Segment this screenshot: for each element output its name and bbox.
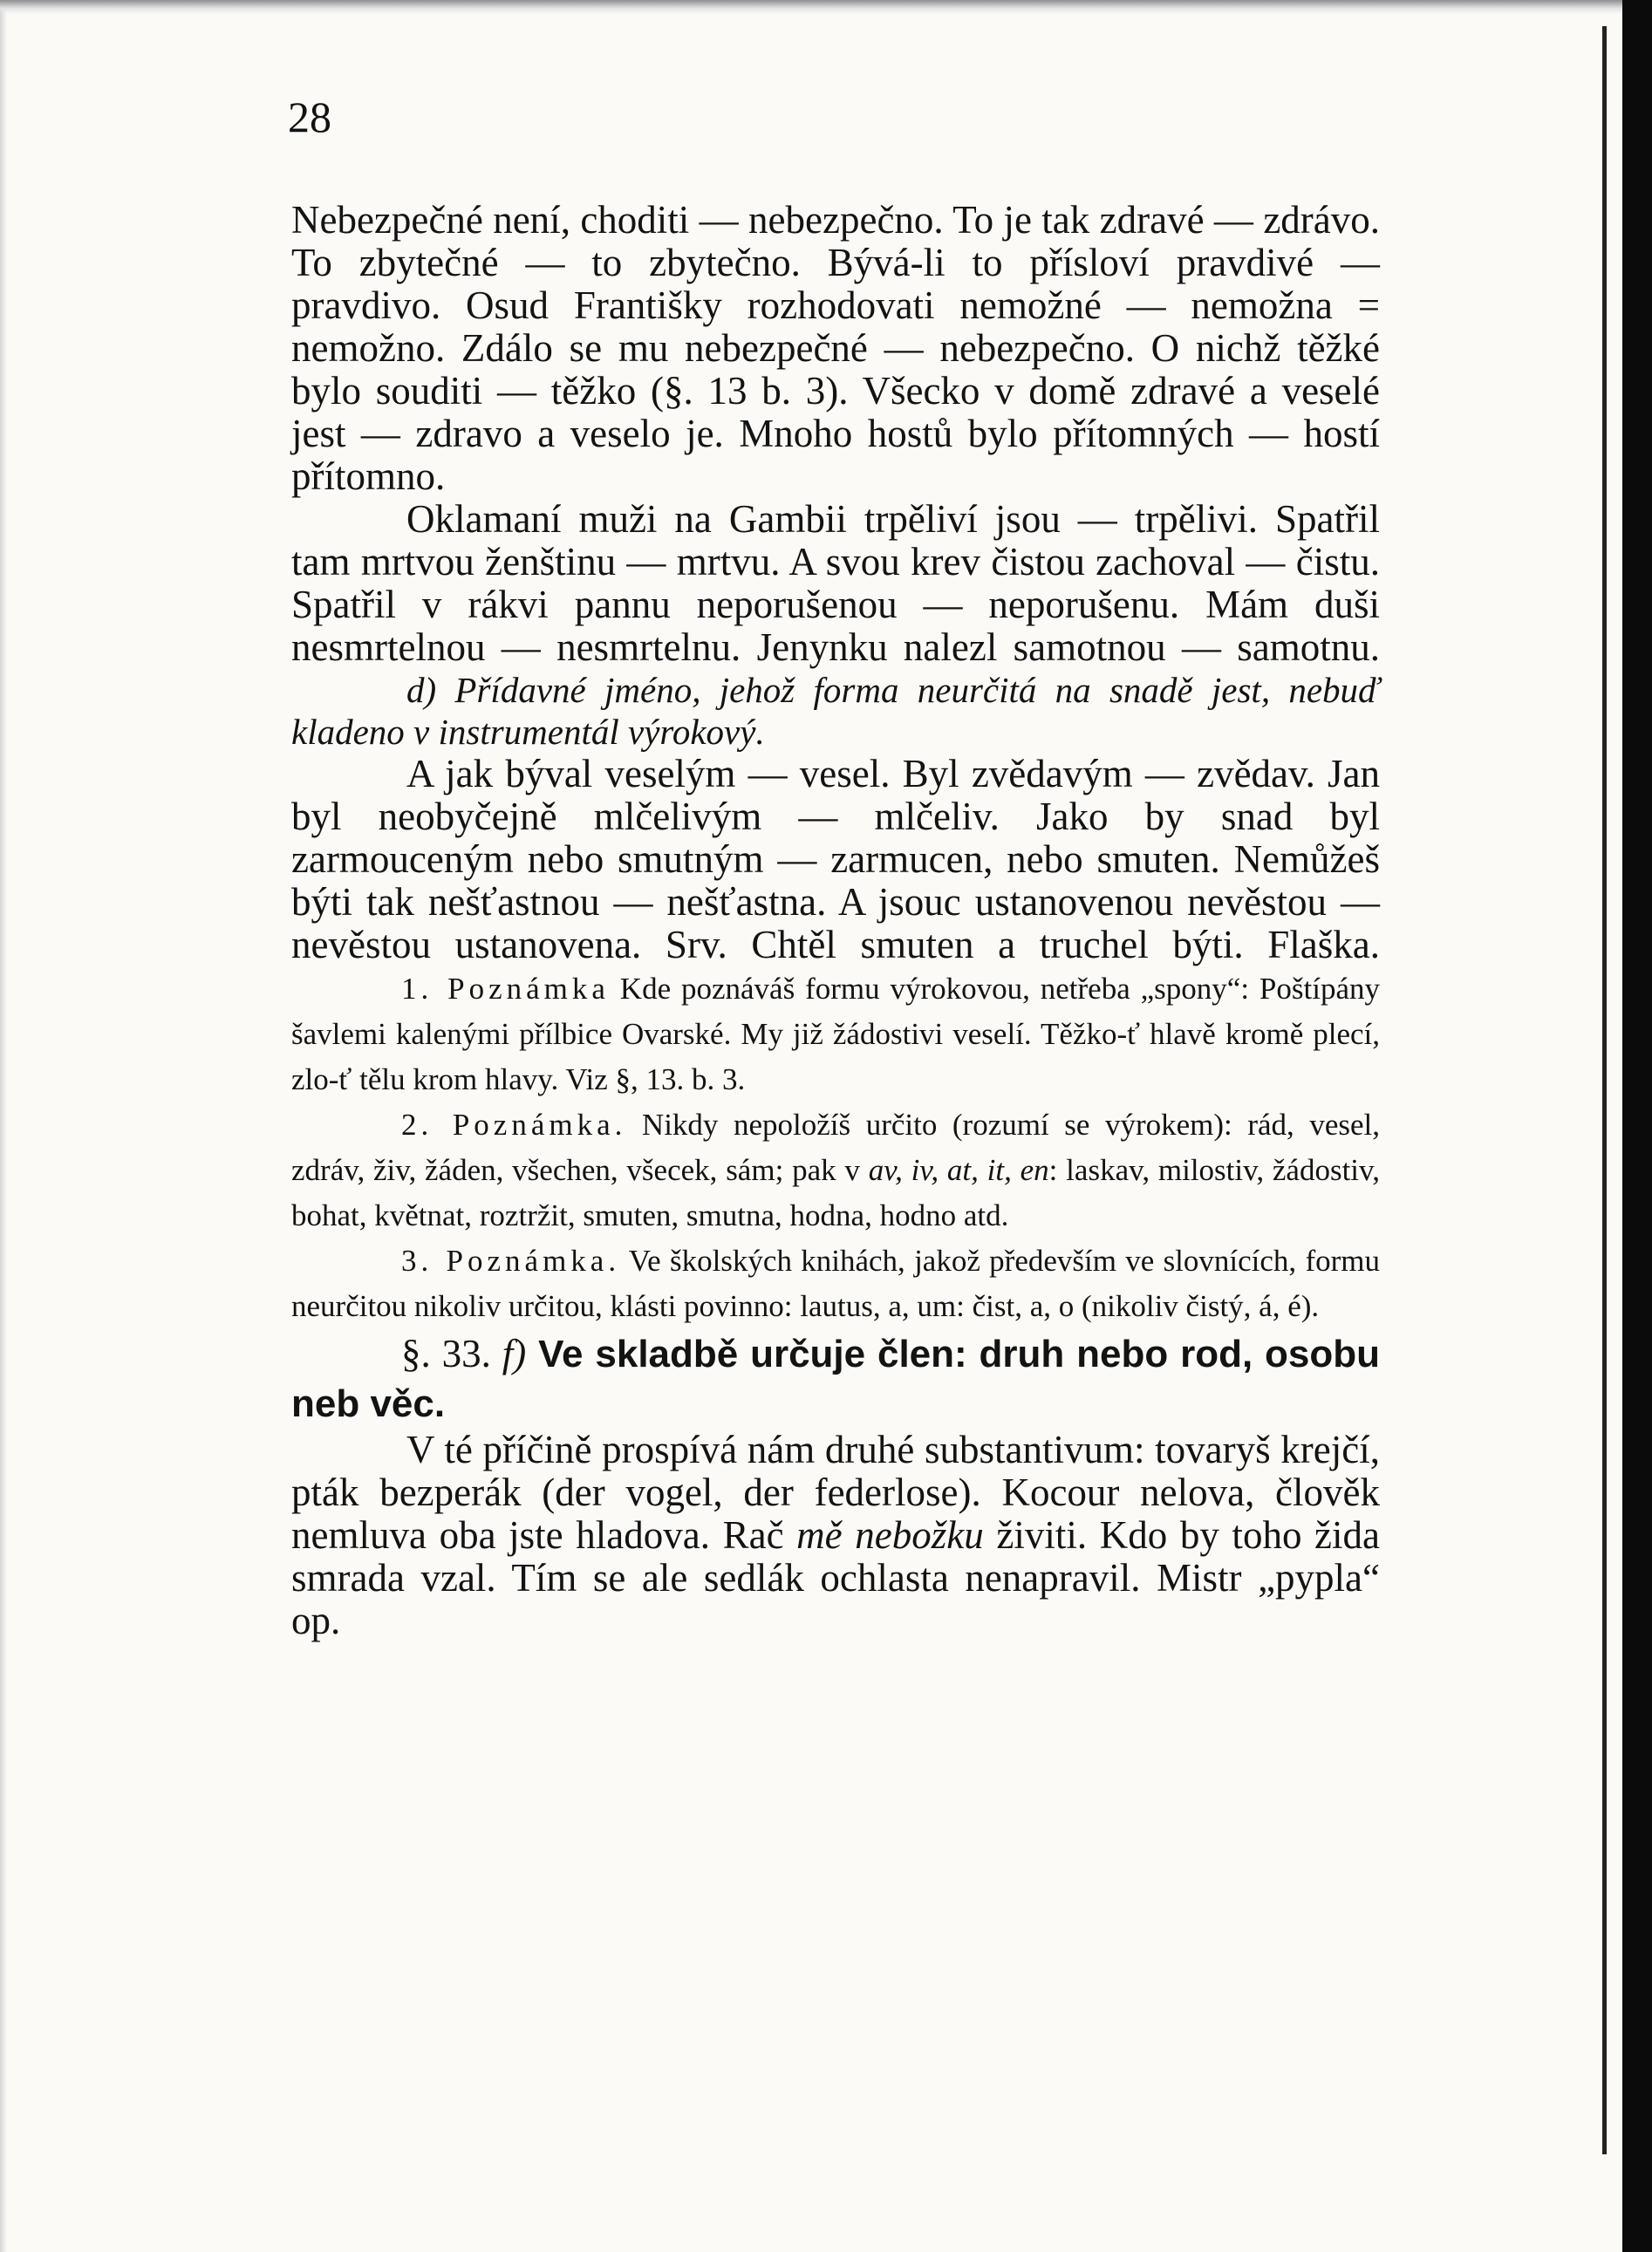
section-33-title: Ve skladbě určuje člen: druh nebo rod, osobu neb věc. bbox=[291, 1333, 1381, 1425]
section-33-number: §. 33. bbox=[401, 1332, 491, 1375]
section-33-letter: f) bbox=[502, 1332, 527, 1375]
note-2 bbox=[291, 1102, 1380, 1239]
rule-heading-d: d) Přídavné jméno, jehož forma neurčitá na snadě jest, nebuď kladeno v instrumentál výrokový. bbox=[291, 670, 1380, 752]
note-2-lead: 2. Poznámka. bbox=[401, 1108, 627, 1142]
page-number: 28 bbox=[288, 92, 331, 141]
scan-shadow-left bbox=[0, 0, 7, 2252]
final-text-b: živiti. Kdo by toho žida smrada vzal. Tím se ale sedlák ochlasta nenapravil. Mistr „pypla“ op. bbox=[291, 1513, 1381, 1642]
note-2-suffixes: av, iv, at, it, en bbox=[868, 1153, 1049, 1187]
note-1 bbox=[291, 966, 1380, 1102]
paragraph-instrumental-examples: A jak býval veselým — vesel. Byl zvědavým — zvědav. Jan byl neobyčejně mlčelivým — mlčeliv. Jako by snad byl zarmouceným nebo smutným — zarmucen, nebo smuten. Nemůžeš býti tak nešťastnou — nešťastna. A jsouc ustanovenou nevěstou — nevěstou ustanovena. Srv. Chtěl smuten a truchel býti. Flaška. bbox=[291, 752, 1380, 966]
note-2-text-b: : laskav, milostiv, žádostiv, bohat, květnat, roztržit, smuten, smutna, hodna, hodno atd. bbox=[291, 1153, 1380, 1232]
note-1-text: Kde poznáváš formu výrokovou, netřeba „spony“: Poštípány šavlemi kalenými přílbice Ovarské. My již žádostivi veselí. Těžko-ť hlavě kromě plecí, zlo-ť tělu krom hlavy. Viz §, 13. b. 3. bbox=[291, 972, 1380, 1096]
note-3-text: Ve školských knihách, jakož především ve slovnících, formu neurčitou nikoliv určitou, klásti povinno: lautus, a, um: čist, a, o (nikoliv čistý, á, é). bbox=[291, 1244, 1380, 1323]
page-edge-line bbox=[1602, 26, 1607, 2154]
note-2-text-a: Nikdy nepoložíš určito (rozumí se výrokem): rád, vesel, zdráv, živ, žáden, všechen, všecek, sám; pak v bbox=[291, 1108, 1380, 1187]
note-3 bbox=[291, 1239, 1380, 1329]
final-text-a: V té příčině prospívá nám druhé substantivum: tovaryš krejčí, pták bezperák (der vogel, der federlose). Kocour nelova, člověk nemluva oba jste hladova. Rač bbox=[291, 1428, 1380, 1557]
paragraph-predicate-examples: Nebezpečné není, choditi — nebezpečno. To je tak zdravé — zdrávo. To zbytečné — to zbytečno. Bývá-li to přísloví pravdivé — pravdivo. Osud Františky rozhodovati nemožné — nemožna = nemožno. Zdálo se mu nebezpečné — nebezpečno. O nichž těžké bylo souditi — těžko (§. 13 b. 3). Všecko v domě zdravé a veselé jest — zdravo a veselo je. Mnoho hostů bylo přítomných — hostí přítomno. bbox=[291, 198, 1380, 498]
scan-shadow-top bbox=[0, 0, 1622, 14]
page-body bbox=[291, 199, 1380, 1642]
paragraph-substantive-examples bbox=[291, 1429, 1380, 1642]
note-3-lead: 3. Poznámka. bbox=[401, 1244, 621, 1278]
section-33-heading bbox=[291, 1329, 1380, 1429]
final-italic: mě nebožku bbox=[796, 1513, 984, 1557]
paragraph-accusative-examples: Oklamaní muži na Gambii trpěliví jsou — trpělivi. Spatřil tam mrtvou ženštinu — mrtvu. A svou krev čistou zachoval — čistu. Spatřil v rákvi pannu neporušenou — neporušenu. Mám duši nesmrtelnou — nesmrtelnu. Jenynku nalezl samotnou — samotnu. bbox=[291, 497, 1380, 669]
scan-border-right bbox=[1622, 0, 1652, 2252]
note-1-lead: 1. Poznámka bbox=[401, 972, 610, 1006]
